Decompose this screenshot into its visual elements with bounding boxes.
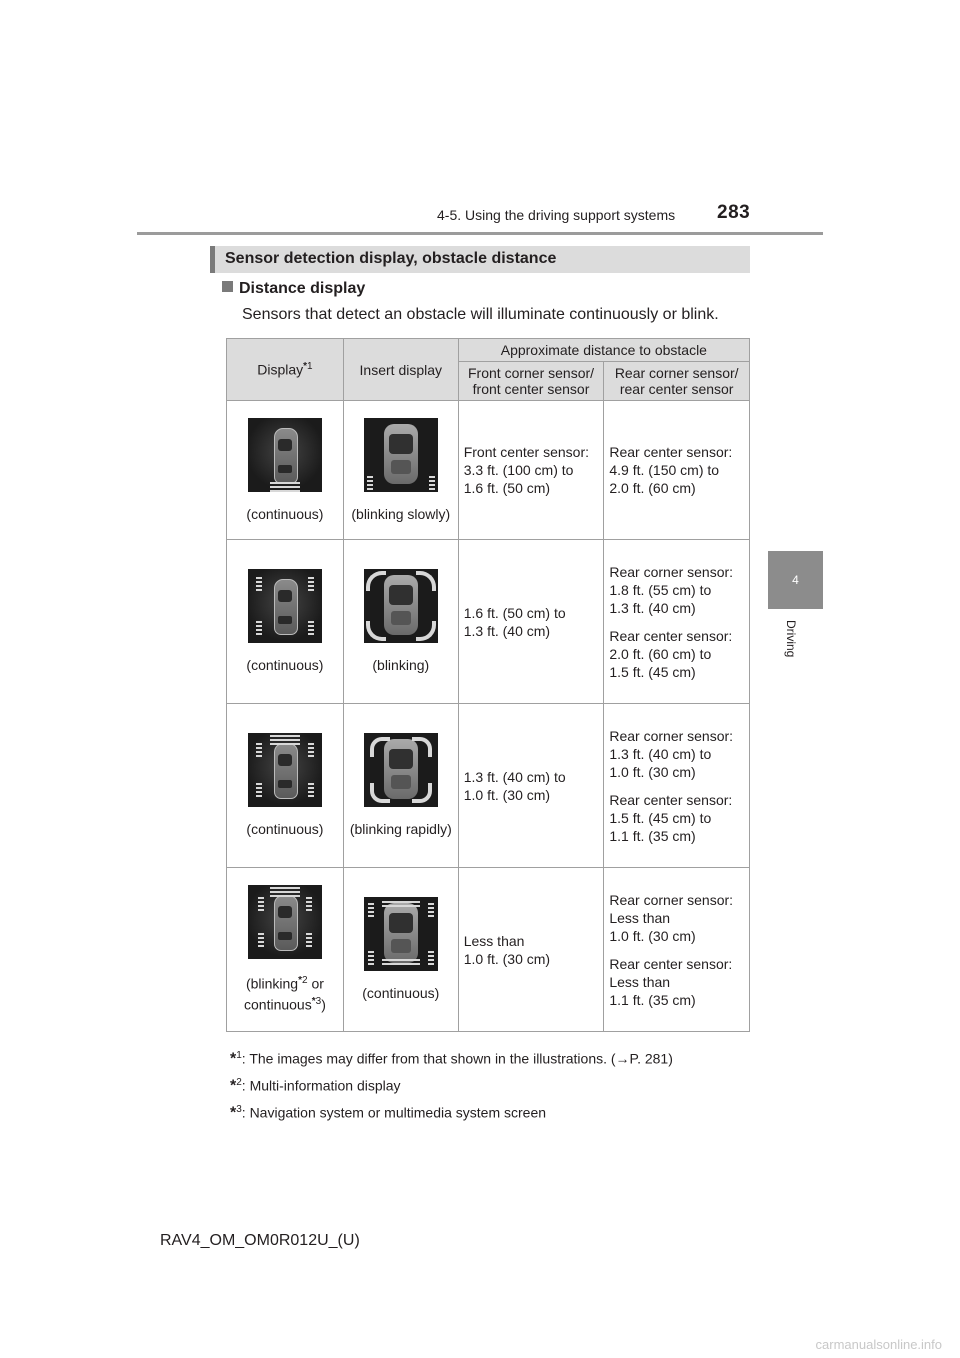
display-illustration xyxy=(248,885,322,959)
display-cell: (continuous) xyxy=(227,704,344,868)
footnote-1: *$^1$: The images may differ from that shown in the illustrations. (→P. 281) xyxy=(230,1050,673,1068)
header-rule xyxy=(137,232,823,235)
col-display-header: Display$^{*1}$ xyxy=(227,339,344,401)
footnote-3: *$^3$: Navigation system or multimedia system screen xyxy=(230,1104,547,1122)
sensor-bars-icon xyxy=(270,482,300,484)
car-icon xyxy=(274,579,298,635)
display-cell xyxy=(227,868,344,1032)
car-icon xyxy=(274,895,298,951)
car-icon xyxy=(384,575,418,635)
insert-cell: (blinking slowly) xyxy=(343,401,458,540)
running-header-section: 4-5. Using the driving support systems xyxy=(437,207,676,223)
insert-cell: (blinking rapidly) xyxy=(343,704,458,868)
insert-illustration xyxy=(364,733,438,807)
table-row xyxy=(227,540,750,704)
distance-table xyxy=(226,338,750,1032)
car-icon xyxy=(274,743,298,799)
footnote-2: *$^2$: Multi-information display xyxy=(230,1077,401,1095)
section-title-bar xyxy=(210,246,750,273)
rear-distance-cell: Rear center sensor: 4.9 ft. (150 cm) to 2.0 ft. (60 cm) xyxy=(604,401,750,540)
table-row xyxy=(227,868,750,1032)
insert-illustration xyxy=(364,569,438,643)
front-distance-cell: 1.6 ft. (50 cm) to 1.3 ft. (40 cm) xyxy=(458,540,604,704)
page-number: 283 xyxy=(717,202,751,223)
col-distance-header: Approximate distance to obstacle xyxy=(458,339,749,362)
display-illustration xyxy=(248,733,322,807)
car-icon xyxy=(384,903,418,963)
insert-cell: (continuous) xyxy=(343,868,458,1032)
rear-distance-cell: Rear corner sensor: 1.8 ft. (55 cm) to 1.3 ft. (40 cm) Rear center sensor: 2.0 ft. (60 cm) to 1.5 ft. (45 cm) xyxy=(604,540,750,704)
col-insert-header: Insert display xyxy=(343,339,458,401)
intro-text: Sensors that detect an obstacle will illuminate continuously or blink. xyxy=(242,306,719,323)
front-distance-cell: Front center sensor: 3.3 ft. (100 cm) to 1.6 ft. (50 cm) xyxy=(458,401,604,540)
chapter-tab-label: Driving xyxy=(784,620,798,658)
car-icon xyxy=(384,424,418,484)
table-row xyxy=(227,401,750,540)
insert-cell: (blinking) xyxy=(343,540,458,704)
display-illustration xyxy=(248,569,322,643)
square-bullet-icon xyxy=(222,281,233,292)
front-distance-cell: Less than 1.0 ft. (30 cm) xyxy=(458,868,604,1032)
insert-illustration xyxy=(364,897,438,971)
car-icon xyxy=(274,428,298,484)
watermark: carmanualsonline.info xyxy=(815,1337,942,1352)
front-distance-cell: 1.3 ft. (40 cm) to 1.0 ft. (30 cm) xyxy=(458,704,604,868)
rear-distance-cell: Rear corner sensor: Less than 1.0 ft. (30 cm) Rear center sensor: Less than 1.1 ft. (35 cm) xyxy=(604,868,750,1032)
section-title: Sensor detection display, obstacle distance xyxy=(225,250,557,267)
display-cell: (continuous) xyxy=(227,401,344,540)
display-illustration xyxy=(248,418,322,492)
display-caption: (blinking$^{*2}$ or continuous$^{*3}$) xyxy=(244,975,326,1013)
col-front-header: Front corner sensor/ front center sensor xyxy=(458,362,604,401)
table-row xyxy=(227,704,750,868)
chapter-tab: 4 xyxy=(768,551,823,609)
rear-distance-cell: Rear corner sensor: 1.3 ft. (40 cm) to 1.0 ft. (30 cm) Rear center sensor: 1.5 ft. (45 cm) to 1.1 ft. (35 cm) xyxy=(604,704,750,868)
subheading: Distance display xyxy=(222,280,365,298)
col-rear-header: Rear corner sensor/ rear center sensor xyxy=(604,362,750,401)
insert-illustration xyxy=(364,418,438,492)
footer-code: RAV4_OM_OM0R012U_(U) xyxy=(160,1232,360,1249)
display-cell: (continuous) xyxy=(227,540,344,704)
